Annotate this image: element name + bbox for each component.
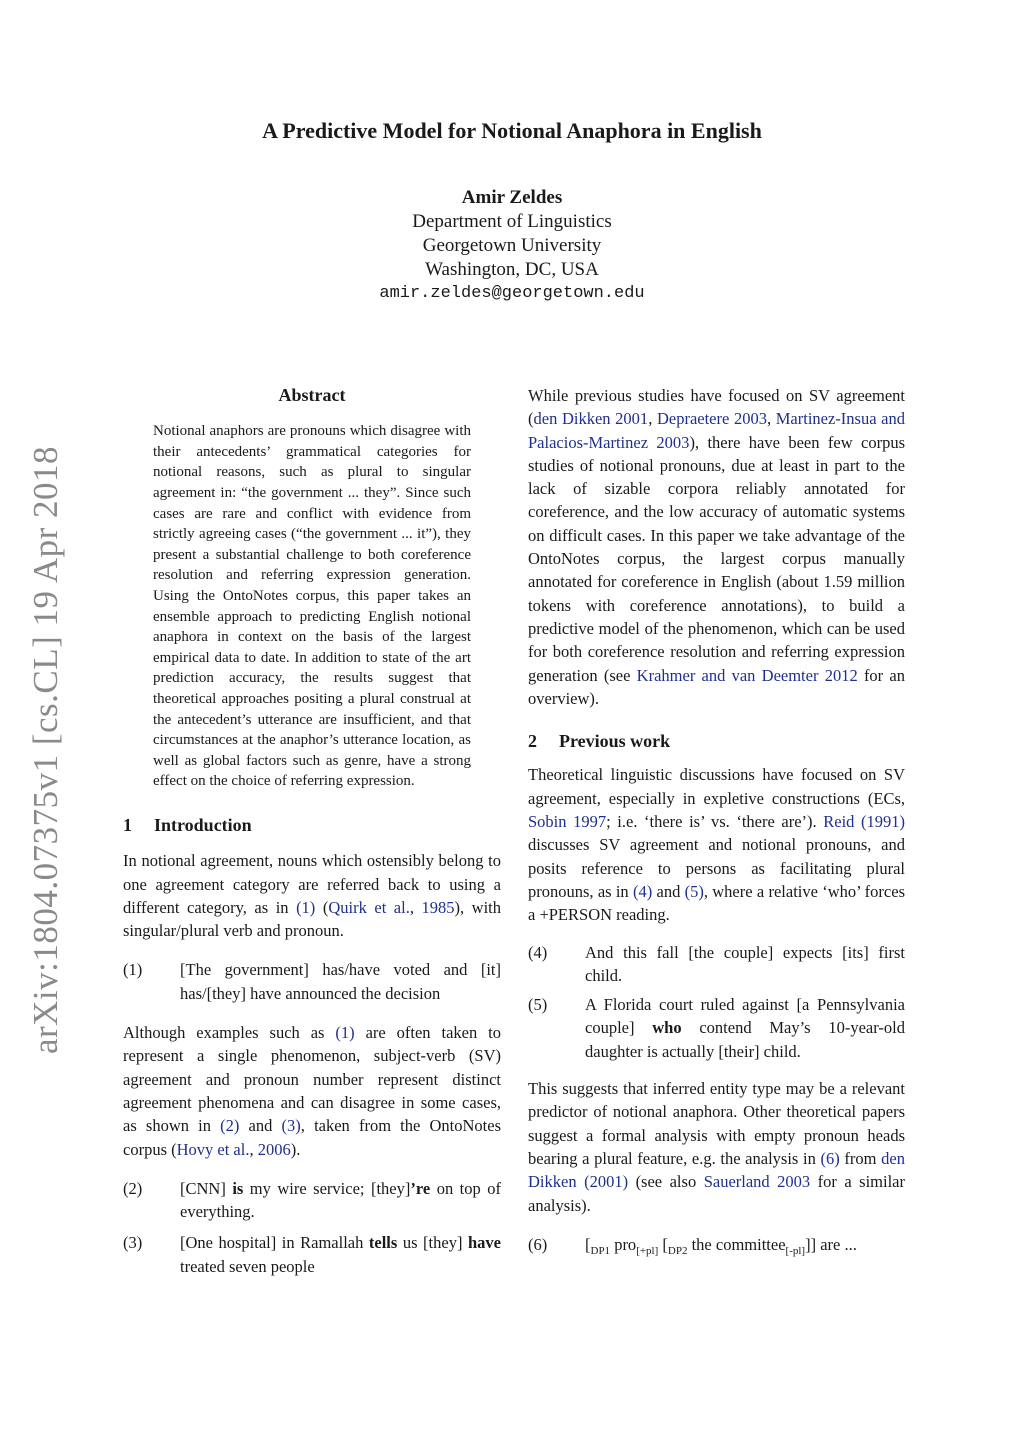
right-paragraph-1 — [528, 384, 905, 710]
text-run: treated seven people — [180, 1256, 315, 1276]
example-number: (4) — [528, 942, 548, 962]
example-number: (6) — [528, 1234, 548, 1254]
text-run: This suggests that inferred entity type may be a relevant predictor of notional anaphora. Other theoretical papers suggest a formal analysis with empty pronoun heads bearing a plural feature, e.g. the analysis in — [528, 1079, 905, 1168]
bold-run: tells — [368, 1233, 398, 1253]
example-5 — [528, 993, 905, 1063]
text-run: and — [239, 1116, 282, 1136]
arxiv-identifier: arXiv:1804.07375v1 [cs.CL] 19 Apr 2018 — [26, 445, 65, 1055]
example-6 — [528, 1233, 905, 1263]
example-text — [585, 1233, 905, 1263]
example-ref-5[interactable]: (5) — [684, 881, 704, 901]
intro-paragraph-2 — [123, 1021, 501, 1161]
example-number: (1) — [123, 960, 143, 980]
example-ref-3[interactable]: (3) — [281, 1116, 301, 1136]
text-run: pro — [610, 1234, 637, 1254]
example-ref-2[interactable]: (2) — [220, 1116, 240, 1136]
text-run: are often taken to represent a single phenomenon, subject-verb (SV) agreement and pronoun number represent distinct agreement phenomena and can disagree in some cases, as shown in — [123, 1023, 501, 1136]
example-1 — [123, 958, 501, 1005]
text-run: ; i.e. ‘there is’ vs. ‘there are’). — [606, 812, 824, 832]
example-text: And this fall [the couple] expects [its] first child. — [585, 942, 905, 985]
text-run: A Florida court ruled against [a Pennsylvania couple] — [585, 995, 905, 1038]
text-run: contend May’s 10-year-old daughter is actually [their] child. — [585, 1018, 905, 1061]
text-run: ), there have been few corpus studies of notional pronouns, due at least in part to the lack of sizable corpora reliably annotated for coreference, and the low accuracy of automatic systems on difficult cases. In this paper we take advantage of the OntoNotes corpus, the largest corpus manually annotated for coreference in English (about 1.59 million tokens with coreference annotations), to build a predictive model of the phenomenon, which can be used for both coreference resolution and referring expression generation (see — [528, 432, 905, 685]
section-title: Introduction — [154, 814, 252, 835]
citation-hovy-year[interactable]: 2006 — [257, 1139, 291, 1159]
citation-reid-year[interactable]: (1991) — [861, 812, 906, 832]
abstract-text: Notional anaphors are pronouns which disagree with their antecedents’ grammatical categories for notional reasons, such as plural to singular agreement in: “the government ... they”. Since such cases are rare and conflict with evidence from strictly agreeing cases (“the government ... it”), they present a substantial challenge to both coreference resolution and referring expression generation. Using the OntoNotes corpus, this paper takes an ensemble approach to predicting English notional anaphora in context on the basis of the largest empirical data to date. In addition to state of the art prediction accuracy, the results suggest that theoretical approaches positing a plural construal at the antecedent’s utterance are insufficient, and that circumstances at the anaphor’s utterance location, as well as global factors such as genre, have a strong effect on the choice of referring expression. — [153, 423, 471, 790]
section-title: Previous work — [559, 731, 671, 752]
example-number: (5) — [528, 995, 548, 1015]
example-text — [180, 1231, 501, 1278]
text-run — [577, 1172, 585, 1191]
author-location: Washington, DC, USA — [425, 259, 599, 280]
citation-sauerland[interactable]: Sauerland 2003 — [703, 1172, 811, 1192]
text-run: ( — [315, 897, 329, 917]
bold-run: ’re — [410, 1178, 431, 1198]
text-run: [ — [658, 1234, 668, 1254]
example-number: (3) — [123, 1233, 143, 1253]
text-run: ). — [290, 1139, 301, 1159]
example-4 — [528, 941, 905, 988]
example-2 — [123, 1177, 501, 1224]
section-number: 2 — [528, 731, 537, 752]
bold-run: is — [232, 1178, 244, 1198]
example-ref-1[interactable]: (1) — [296, 897, 316, 917]
text-run: , — [249, 1139, 258, 1159]
example-ref-6[interactable]: (6) — [820, 1148, 840, 1168]
text-run: , where a relative ‘who’ forces a +PERSON reading. — [528, 881, 905, 925]
citation-reid-name[interactable]: Reid — [823, 812, 855, 832]
subscript: DP1 — [590, 1244, 611, 1257]
left-column — [123, 384, 501, 1278]
bold-run: who — [652, 1018, 682, 1038]
previous-work-paragraph-1 — [528, 763, 905, 926]
text-run: ]] are ... — [805, 1234, 857, 1254]
text-run: In notional agreement, nouns which ostensibly belong to one agreement category are referred back to using a different category, as in — [123, 851, 501, 917]
text-run: , — [766, 409, 776, 429]
text-run: the committee — [687, 1234, 786, 1254]
author-department: Department of Linguistics — [412, 211, 612, 232]
abstract-heading: Abstract — [278, 385, 346, 405]
example-number: (2) — [123, 1178, 143, 1198]
text-run: , — [648, 409, 657, 429]
author-block — [0, 186, 1024, 306]
citation-depraetere[interactable]: Depraetere 2003 — [656, 409, 767, 429]
citation-sobin[interactable]: Sobin 1997 — [528, 812, 607, 832]
text-run: , — [409, 897, 422, 917]
subscript: [+pl] — [636, 1244, 659, 1257]
citation-dikken[interactable]: den Dikken 2001 — [533, 409, 649, 429]
text-run: for a similar analysis). — [528, 1172, 906, 1215]
example-text: [The government] has/have voted and [it] has/[they] have announced the decision — [180, 960, 501, 1003]
text-run: [CNN] — [180, 1178, 233, 1198]
text-run: [ — [585, 1234, 591, 1254]
example-ref-4[interactable]: (4) — [632, 881, 653, 901]
text-run: Although examples such as — [123, 1023, 336, 1043]
citation-hovy-name[interactable]: Hovy et al. — [176, 1139, 250, 1159]
example-ref-1b[interactable]: (1) — [335, 1023, 355, 1043]
text-run: my wire service; [they] — [243, 1178, 411, 1198]
text-run: ), with singular/plural verb and pronoun. — [123, 897, 501, 941]
text-run: , taken from the OntoNotes corpus ( — [123, 1116, 501, 1159]
example-3 — [123, 1231, 501, 1278]
citation-dikken-year[interactable]: (2001) — [584, 1172, 629, 1192]
text-run: discusses SV agreement and notional pronouns, and posits reference to persons as facilitating plural pronouns, as in — [528, 835, 905, 901]
previous-work-paragraph-2 — [528, 1077, 905, 1217]
arxiv-sidebar — [26, 445, 66, 1055]
section-introduction-heading — [123, 814, 501, 837]
section-previous-work-heading — [528, 730, 905, 753]
citation-dikken-name[interactable]: den Dikken — [528, 1148, 905, 1192]
example-text — [585, 993, 905, 1063]
right-column — [528, 384, 905, 1263]
intro-paragraph-1 — [123, 849, 501, 942]
text-run: (see also — [628, 1172, 704, 1192]
text-run: Theoretical linguistic discussions have focused on SV agreement, especially in expletive constructions (ECs, — [528, 765, 905, 808]
citation-quirk-year[interactable]: 1985 — [421, 897, 455, 917]
bold-run: have — [467, 1233, 501, 1253]
example-text — [180, 1177, 501, 1224]
text-run: from — [839, 1148, 882, 1168]
author-university: Georgetown University — [422, 235, 602, 256]
subscript: DP2 — [667, 1244, 688, 1257]
paper-title: A Predictive Model for Notional Anaphora in English — [262, 118, 762, 143]
subscript: [-pl] — [785, 1244, 806, 1257]
text-run: us [they] — [397, 1233, 468, 1253]
text-run: While previous studies have focused on SV agreement ( — [528, 386, 905, 429]
text-run: [One hospital] in Ramallah — [180, 1233, 369, 1253]
text-run: on top of everything. — [180, 1178, 501, 1222]
author-email: amir.zeldes@georgetown.edu — [379, 284, 645, 303]
text-run: and — [652, 881, 685, 901]
author-name: Amir Zeldes — [461, 187, 563, 208]
text-run: for an overview). — [528, 665, 905, 708]
section-number: 1 — [123, 814, 132, 835]
citation-quirk-name[interactable]: Quirk et al. — [328, 897, 410, 917]
citation-krahmer[interactable]: Krahmer and van Deemter 2012 — [636, 665, 858, 685]
citation-martinez[interactable]: Martinez-Insua and Palacios-Martinez 2003 — [528, 409, 906, 452]
